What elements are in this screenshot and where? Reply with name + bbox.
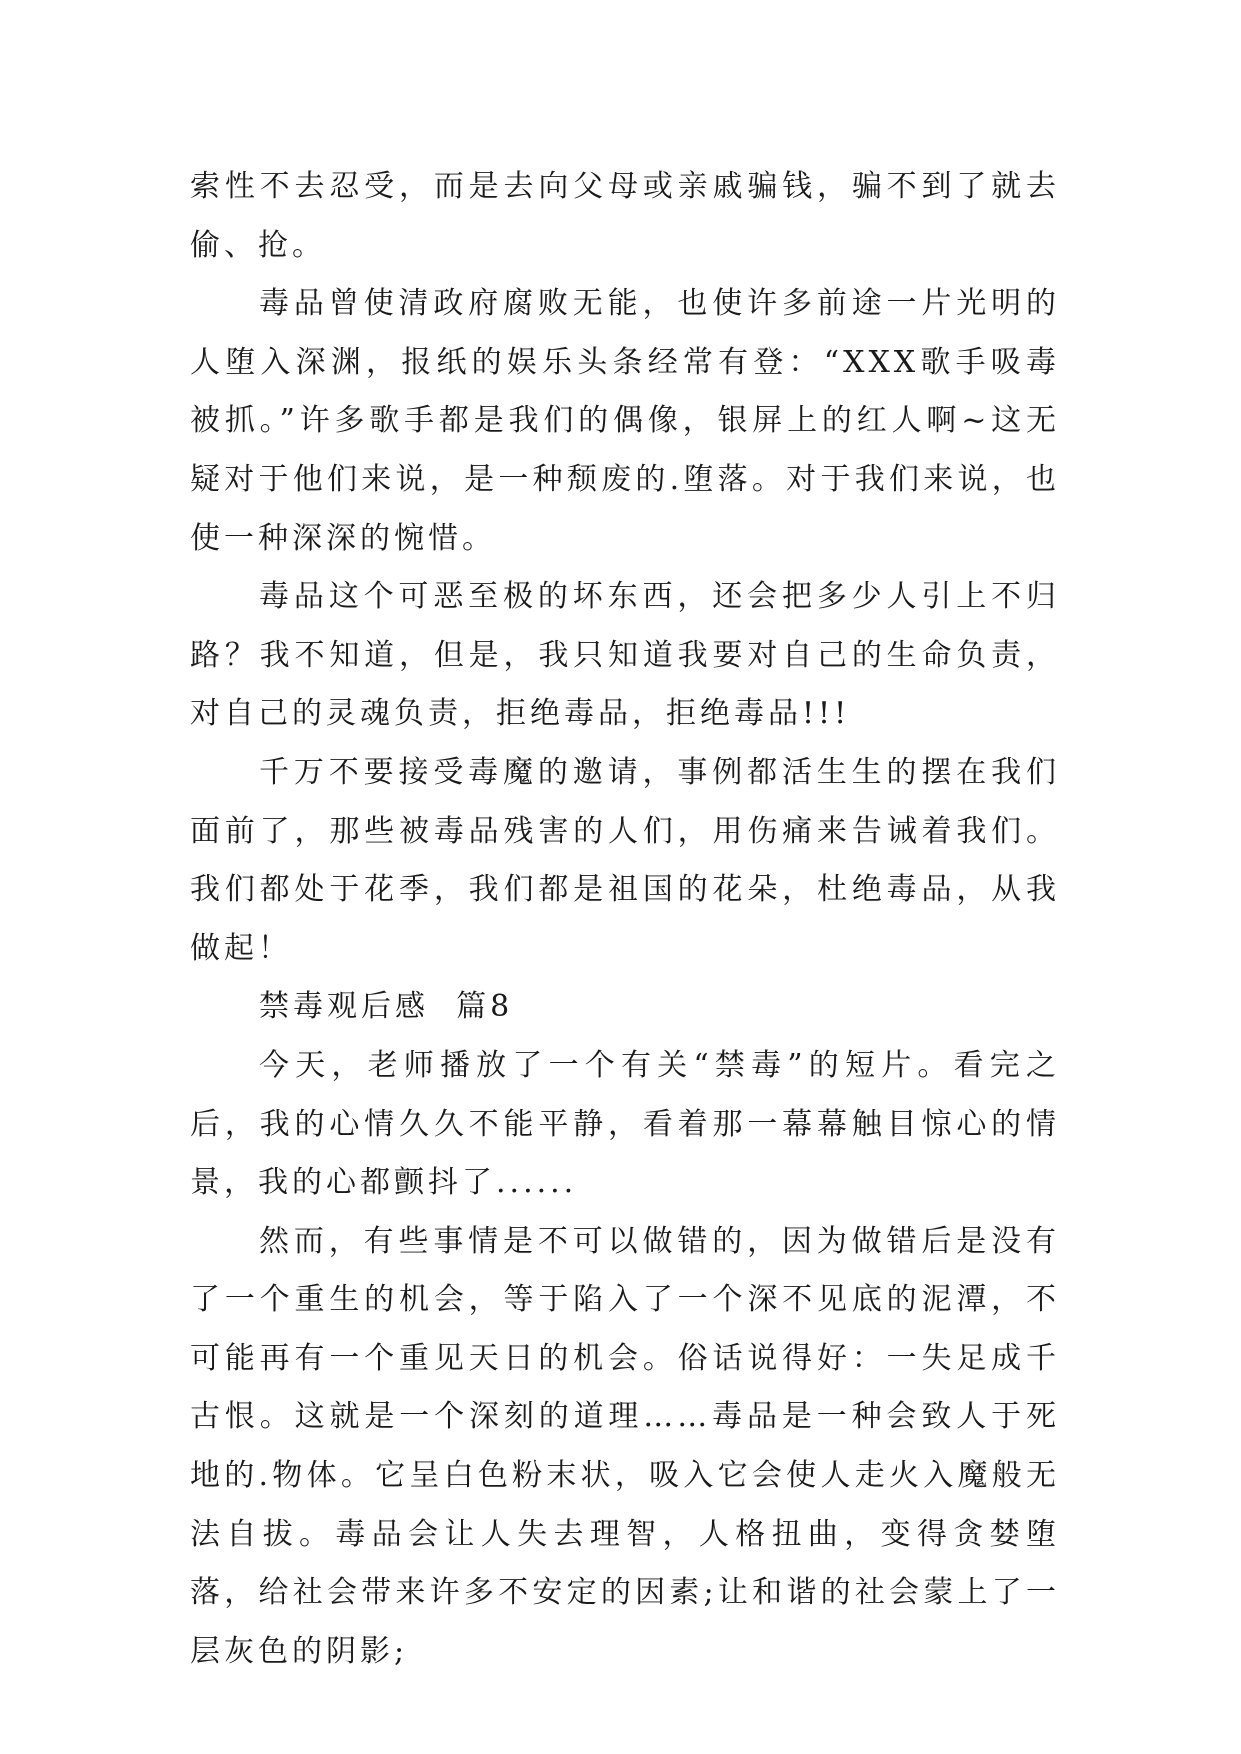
paragraph-6: 然而，有些事情是不可以做错的，因为做错后是没有了一个重生的机会，等于陷入了一个深不见底的泥潭，不可能再有一个重见天日的机会。俗话说得好：一失足成千古恨。这就是一个深刻的道理……毒品是一种会致人于死地的.物体。它呈白色粉末状，吸入它会使人走火入魔般无法自拔。毒品会让人失去理智，人格扭曲，变得贪婪堕落，给社会带来许多不安定的因素;让和谐的社会蒙上了一层灰色的阴影; <box>190 1223 1060 1669</box>
paragraph-1: 索性不去忍受，而是去向父母或亲戚骗钱，骗不到了就去偷、抢。 <box>190 169 1060 263</box>
document-body <box>190 158 1060 1681</box>
paragraph-2: 毒品曾使清政府腐败无能，也使许多前途一片光明的人堕入深渊，报纸的娱乐头条经常有登：“XXX歌手吸毒被抓。”许多歌手都是我们的偶像，银屏上的红人啊~这无疑对于他们来说，是一种颓废的.堕落。对于我们来说，也使一种深深的惋惜。 <box>190 286 1060 556</box>
paragraph-5: 今天，老师播放了一个有关“禁毒”的短片。看完之后，我的心情久久不能平静，看着那一幕幕触目惊心的情景，我的心都颤抖了...... <box>190 1047 1060 1201</box>
paragraph-3: 毒品这个可恶至极的坏东西，还会把多少人引上不归路？我不知道，但是，我只知道我要对自己的生命负责，对自己的灵魂负责，拒绝毒品，拒绝毒品!!! <box>190 579 1060 732</box>
paragraph-4: 千万不要接受毒魔的邀请，事例都活生生的摆在我们面前了，那些被毒品残害的人们，用伤痛来告诫着我们。我们都处于花季，我们都是祖国的花朵，杜绝毒品，从我做起！ <box>190 754 1060 966</box>
section-heading: 禁毒观后感 篇8 <box>259 989 514 1025</box>
